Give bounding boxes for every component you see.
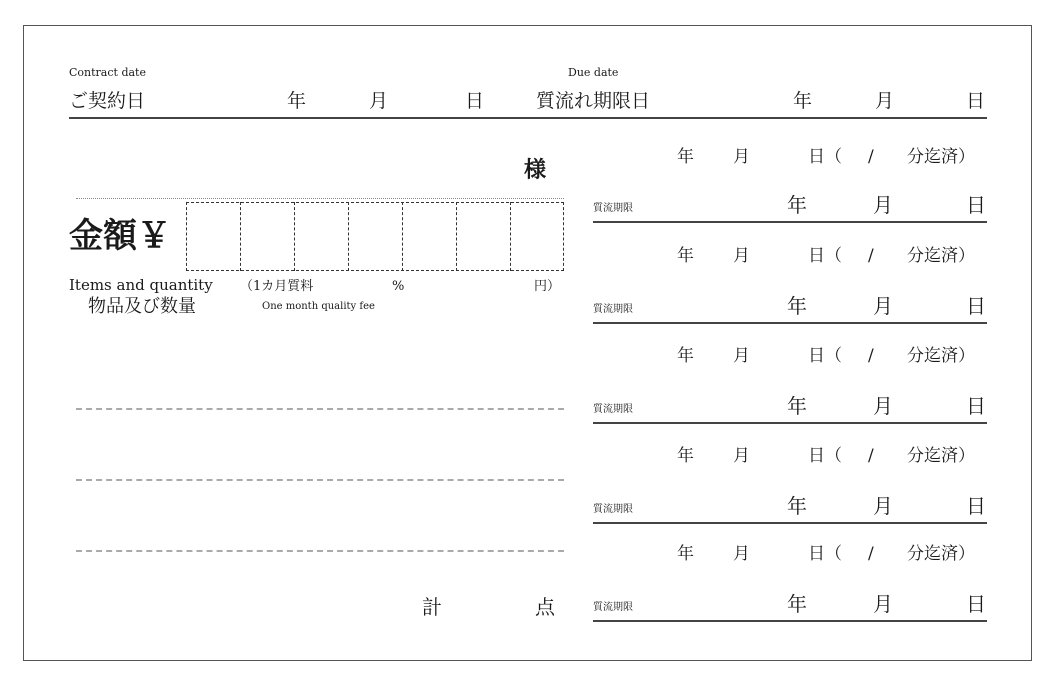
item-line xyxy=(76,479,564,481)
payment-month-label: 月 xyxy=(733,446,750,466)
payment-paid-label: 分迄済） xyxy=(907,544,975,564)
payment-day-label: 日（ xyxy=(808,544,842,564)
deadline-underline xyxy=(593,221,987,223)
payment-year-label: 年 xyxy=(677,446,694,466)
deadline-year-label: 年 xyxy=(787,193,807,217)
payment-year-label: 年 xyxy=(677,544,694,564)
deadline-label: 質流期限 xyxy=(593,203,633,214)
payment-day-label: 日（ xyxy=(808,446,842,466)
payment-slash: / xyxy=(868,147,874,167)
deadline-label: 質流期限 xyxy=(593,602,633,613)
total-label: 計 xyxy=(422,595,442,619)
deadline-month-label: 月 xyxy=(873,294,893,318)
payment-paid-label: 分迄済） xyxy=(907,346,975,366)
deadline-month-label: 月 xyxy=(873,193,893,217)
payment-year-label: 年 xyxy=(677,246,694,266)
form-border xyxy=(23,25,1032,661)
due-date-jp-label: 質流れ期限日 xyxy=(536,90,651,112)
deadline-underline xyxy=(593,522,987,524)
deadline-day-label: 日 xyxy=(966,294,986,318)
deadline-day-label: 日 xyxy=(966,394,986,418)
sama-label: 様 xyxy=(524,157,547,183)
deadline-year-label: 年 xyxy=(787,294,807,318)
amount-label: 金額￥ xyxy=(69,216,171,256)
fee-open-label: （1カ月質料 xyxy=(240,279,314,294)
fee-en-label: One month quality fee xyxy=(262,301,375,312)
deadline-year-label: 年 xyxy=(787,494,807,518)
amount-digit-divider xyxy=(294,202,295,271)
name-dotted-line xyxy=(76,198,564,199)
payment-day-label: 日（ xyxy=(808,246,842,266)
payment-month-label: 月 xyxy=(733,246,750,266)
due-year-label: 年 xyxy=(793,90,813,112)
due-month-label: 月 xyxy=(875,90,895,112)
item-line xyxy=(76,408,564,410)
percent-label: % xyxy=(392,279,405,294)
yen-close-label: 円） xyxy=(534,279,561,294)
payment-paid-label: 分迄済） xyxy=(907,246,975,266)
amount-digit-divider xyxy=(240,202,241,271)
payment-day-label: 日（ xyxy=(808,346,842,366)
item-line xyxy=(76,550,564,552)
payment-paid-label: 分迄済） xyxy=(907,446,975,466)
amount-digit-divider xyxy=(510,202,511,271)
amount-digit-divider xyxy=(348,202,349,271)
amount-digit-divider xyxy=(402,202,403,271)
amount-digit-divider xyxy=(456,202,457,271)
contract-month-label: 月 xyxy=(369,90,389,112)
deadline-day-label: 日 xyxy=(966,494,986,518)
payment-year-label: 年 xyxy=(677,147,694,167)
contract-day-label: 日 xyxy=(465,90,485,112)
deadline-month-label: 月 xyxy=(873,394,893,418)
payment-slash: / xyxy=(868,446,874,466)
points-label: 点 xyxy=(535,595,555,619)
payment-month-label: 月 xyxy=(733,147,750,167)
due-date-en-label: Due date xyxy=(568,66,619,79)
payment-year-label: 年 xyxy=(677,346,694,366)
payment-day-label: 日（ xyxy=(808,147,842,167)
deadline-year-label: 年 xyxy=(787,394,807,418)
payment-paid-label: 分迄済） xyxy=(907,147,975,167)
deadline-day-label: 日 xyxy=(966,592,986,616)
deadline-label: 質流期限 xyxy=(593,504,633,515)
deadline-label: 質流期限 xyxy=(593,404,633,415)
deadline-year-label: 年 xyxy=(787,592,807,616)
deadline-underline xyxy=(593,422,987,424)
deadline-underline xyxy=(593,322,987,324)
deadline-label: 質流期限 xyxy=(593,304,633,315)
deadline-underline xyxy=(593,620,987,622)
due-day-label: 日 xyxy=(966,90,986,112)
payment-slash: / xyxy=(868,246,874,266)
deadline-day-label: 日 xyxy=(966,193,986,217)
deadline-month-label: 月 xyxy=(873,592,893,616)
items-en-label: Items and quantity xyxy=(69,276,213,294)
contract-date-en-label: Contract date xyxy=(69,66,146,79)
contract-date-jp-label: ご契約日 xyxy=(69,90,146,112)
deadline-month-label: 月 xyxy=(873,494,893,518)
amount-box xyxy=(186,202,564,271)
payment-month-label: 月 xyxy=(733,544,750,564)
payment-month-label: 月 xyxy=(733,346,750,366)
header-underline xyxy=(69,117,987,119)
payment-slash: / xyxy=(868,544,874,564)
items-jp-label: 物品及び数量 xyxy=(88,296,196,317)
contract-year-label: 年 xyxy=(287,90,307,112)
payment-slash: / xyxy=(868,346,874,366)
